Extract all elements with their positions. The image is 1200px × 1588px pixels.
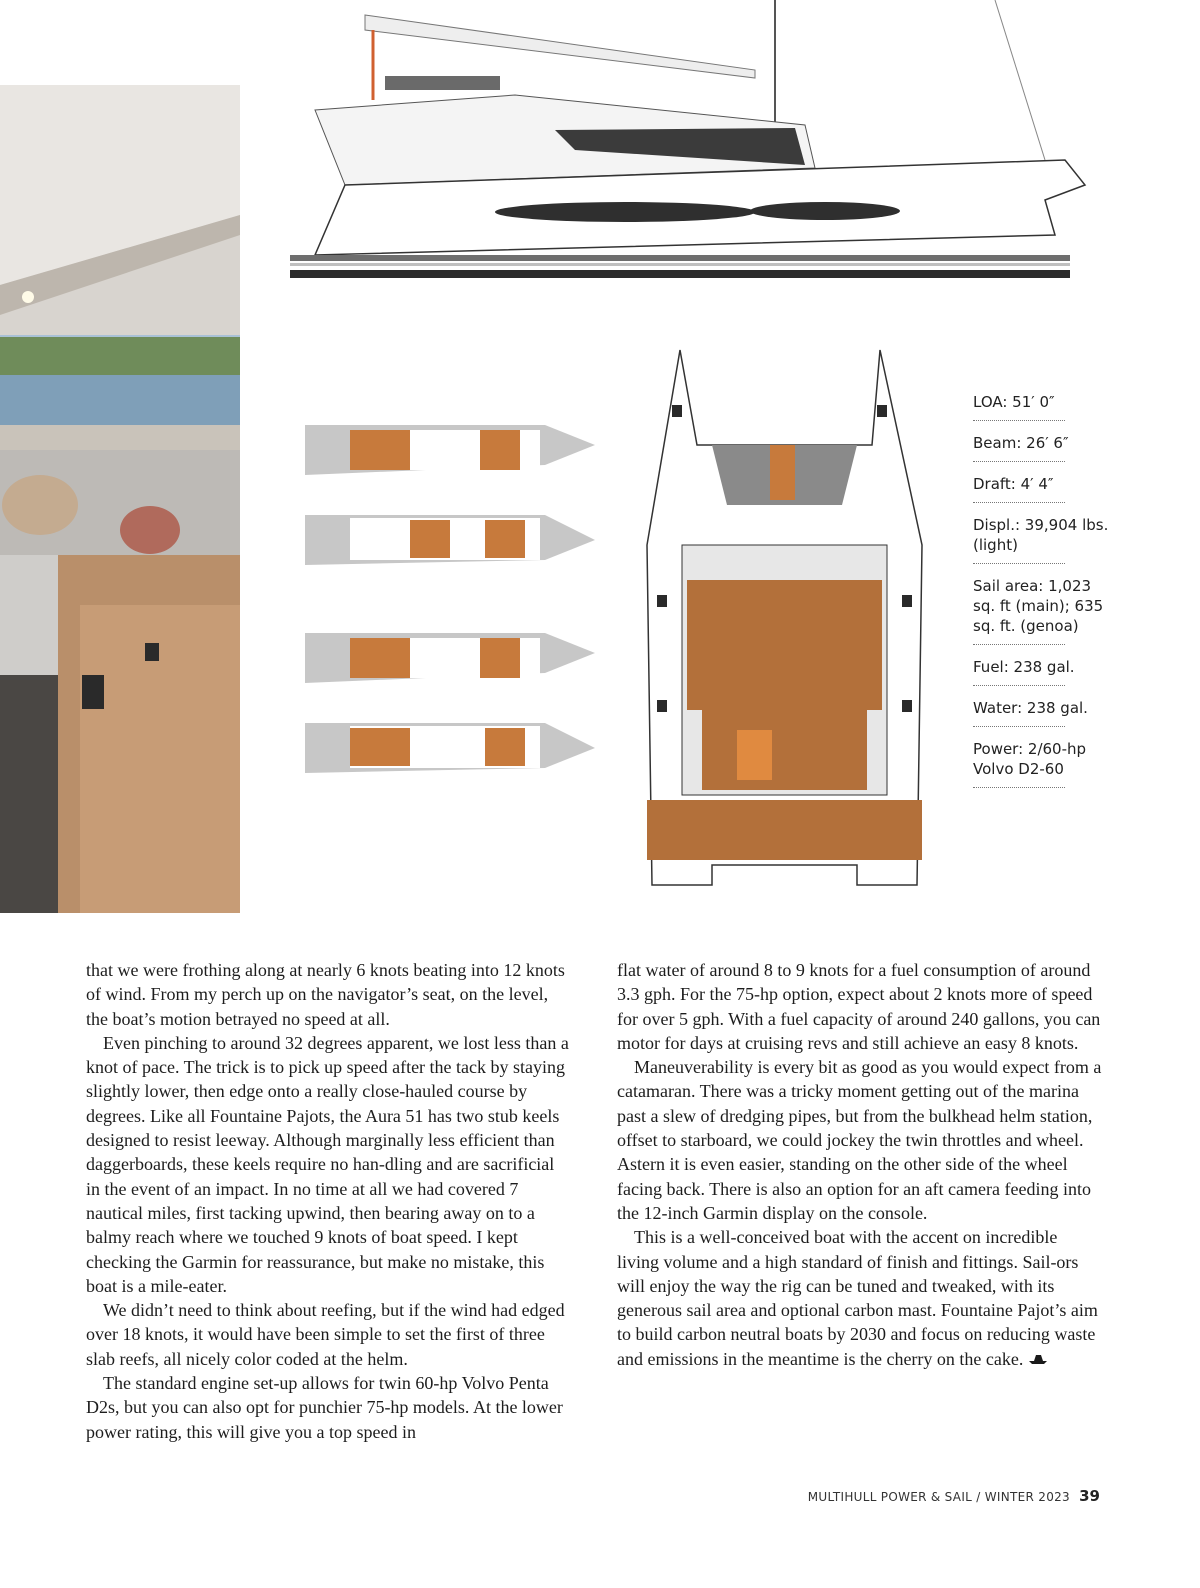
spec-sail-area: Sail area: 1,023 sq. ft (main); 635 sq. ft. (genoa)	[973, 576, 1113, 640]
footer-publication	[808, 1490, 1070, 1504]
page-number: 39	[1079, 1487, 1100, 1505]
article-paragraph: flat water of around 8 to 9 knots for a fuel consumption of around 3.3 gph. For the 75-hp option, expect about 2 knots more of speed for over 5 gph. With a fuel capacity of around 240 gallons, you can motor for days at cruising revs and still achieve an easy 8 knots.	[617, 960, 1101, 1053]
article-column-right	[617, 958, 1102, 1371]
layout-plan-option-a	[300, 420, 600, 570]
layout-plan-option-b	[300, 628, 600, 778]
interior-photo	[0, 85, 240, 913]
specs-list	[973, 392, 1113, 800]
article-paragraph: The standard engine set-up allows for twin 60-hp Volvo Penta D2s, but you can also opt for punchier 75-hp models. At the lower power rating, this will give you a top speed in	[86, 1373, 563, 1442]
spec-fuel: Fuel: 238 gal.	[973, 657, 1113, 681]
spec-displacement: Displ.: 39,904 lbs. (light)	[973, 515, 1113, 559]
spec-loa: LOA: 51′ 0″	[973, 392, 1113, 416]
article-paragraph: Even pinching to around 32 degrees apparent, we lost less than a knot of pace. The trick is to pick up speed after the tack by staying slightly lower, then edge onto a really close-hauled course by degrees. Like all Fountaine Pajots, the Aura 51 has two stub keels designed to resist leeway. Although marginally less efficient than daggerboards, these keels require no han-dling and are sacrificial in the event of an impact. In no time at all we had covered 7 nautical miles, first tacking upwind, then bearing away on to a balmy reach where we touched 9 knots of boat speed. I kept checking the Garmin for reassurance, but make no mistake, this boat is a mile-eater.	[86, 1032, 569, 1296]
spec-draft: Draft: 4′ 4″	[973, 474, 1113, 498]
article-paragraph: Maneuverability is every bit as good as you would expect from a catamaran. There was a tricky moment getting out of the marina past a slew of dredging pipes, but from the bulkhead helm station, offset to starboard, we could jockey the twin throttles and wheel. Astern it is even easier, standing on the other side of the wheel facing back. There is also an option for an aft camera feeding into the 12-inch Garmin display on the console.	[617, 1057, 1102, 1223]
deck-plan-graphic	[642, 345, 927, 890]
article-paragraph-final	[617, 1225, 1102, 1371]
spec-power: Power: 2/60-hp Volvo D2-60	[973, 739, 1113, 783]
article-column-left	[86, 958, 571, 1444]
article-paragraph: We didn’t need to think about reefing, but if the wind had edged over 18 knots, it would have been simple to set the first of three slab reefs, all nicely color coded at the helm.	[86, 1300, 565, 1369]
deck-plan-drawing	[642, 345, 927, 890]
layout-plan-b-graphic	[300, 628, 600, 778]
interior-photo-graphic	[0, 85, 240, 913]
article-paragraph: that we were frothing along at nearly 6 knots beating into 12 knots of wind. From my perch up on the navigator’s seat, on the level, the boat’s motion betrayed no speed at all.	[86, 960, 565, 1029]
spec-beam: Beam: 26′ 6″	[973, 433, 1113, 457]
layout-plan-a-graphic	[300, 420, 600, 570]
article-paragraph-text: This is a well-conceived boat with the accent on incredible living volume and a high standard of finish and fittings. Sail-ors will enjoy the way the rig can be tuned and tweaked, with its generous sail area and optional carbon mast. Fountaine Pajot’s aim to build carbon neutral boats by 2030 and focus on reducing waste and emissions in the meantime is the cherry on the cake.	[617, 1227, 1098, 1369]
spec-water: Water: 238 gal.	[973, 698, 1113, 722]
side-profile-drawing	[285, 0, 1115, 290]
publication-title: MULTIHULL POWER & SAIL / WINTER 2023	[807, 1490, 1070, 1504]
side-profile-graphic	[285, 0, 1115, 290]
catamaran-end-mark-icon	[1028, 1353, 1048, 1365]
